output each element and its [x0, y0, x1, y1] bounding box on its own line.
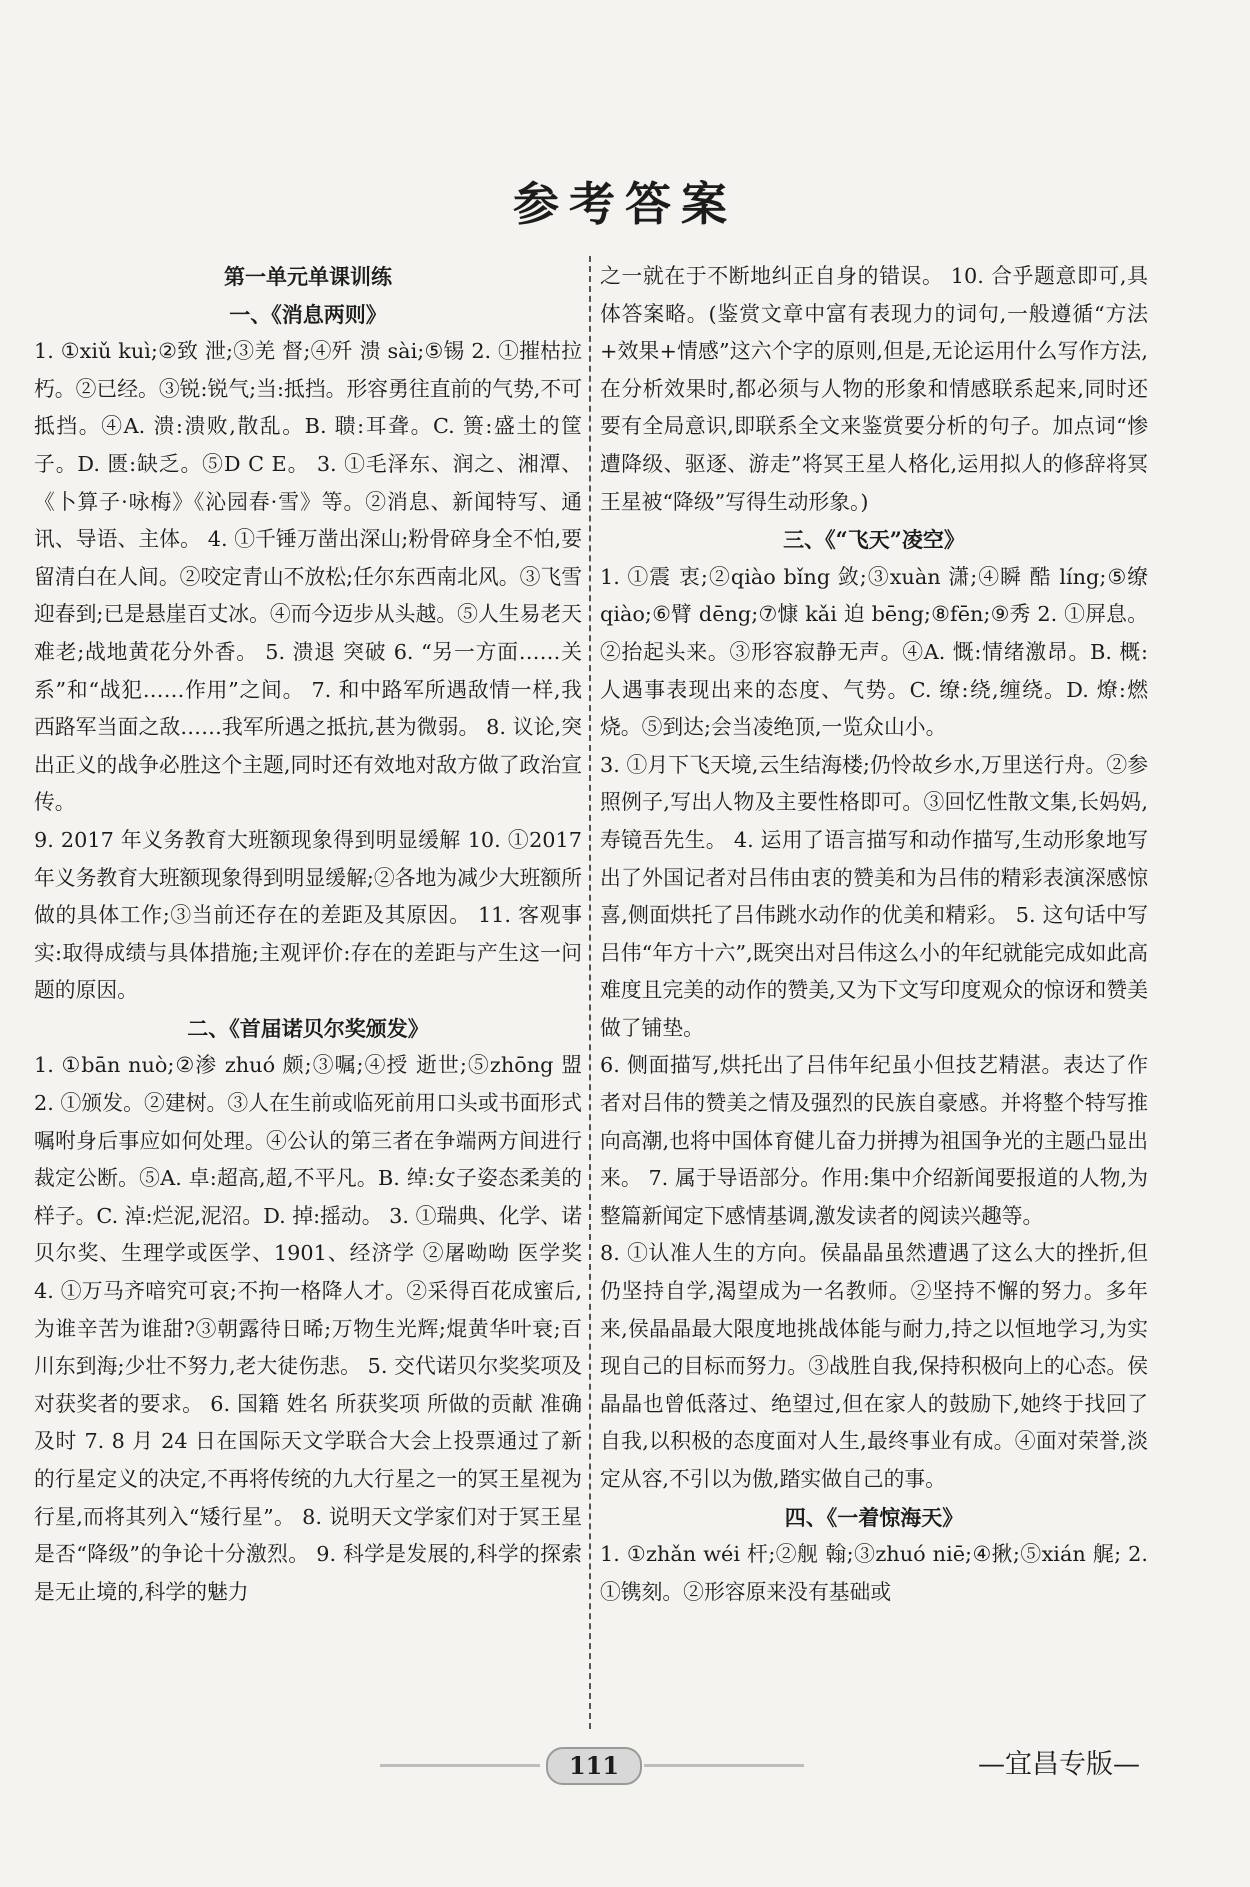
section-heading: 四、《一着惊海天》 — [784, 1504, 964, 1530]
footer-rule-right — [644, 1764, 804, 1767]
answer-paragraph: 1. ①bān nuò;②渗 zhuó 颇;③嘱;④授 逝世;⑤zhōng 盟 2. ①颁发。②建树。③人在生前或临死前用口头或书面形式嘱咐身后事应如何处理。④公认的第三者在争端两方间进行裁定公断。⑤A. 卓:超高,超,不平凡。B. 绰:女子姿态柔美的样子。C. 淖:烂泥,泥沼。D. 掉:摇动。 3. ①瑞典、化学、诺贝尔奖、生理学或医学、1901、经济学 ②屠呦呦 医学奖 4. ①万马齐喑究可哀;不拘一格降人才。②采得百花成蜜后,为谁辛苦为谁甜?③朝露待日晞;万物生光辉;焜黄华叶衰;百川东到海;少壮不努力,老大徒伤悲。 5. 交代诺贝尔奖奖项及对获奖者的要求。 6. 国籍 姓名 所获奖项 所做的贡献 准确 及时 7. 8 月 24 日在国际天文学联合大会上投票通过了新的行星定义的决定,不再将传统的九大行星之一的冥王星视为行星,而将其列入“矮行星”。 8. 说明天文学家们对于冥王星是否“降级”的争论十分激烈。 9. 科学是发展的,科学的探索是无止境的,科学的魅力 — [34, 1053, 582, 1604]
answer-paragraph: 8. ①认准人生的方向。侯晶晶虽然遭遇了这么大的挫折,但仍坚持自学,渴望成为一名教师。②坚持不懈的努力。多年来,侯晶晶最大限度地挑战体能与耐力,持之以恒地学习,为实现自己的目标而努力。③战胜自我,保持积极向上的心态。侯晶晶也曾低落过、绝望过,但在家人的鼓励下,她终于找回了自我,以积极的态度面对人生,最终事业有成。④面对荣誉,淡定从容,不引以为傲,踏实做自己的事。 — [600, 1241, 1148, 1491]
column-divider — [589, 256, 591, 1729]
page-number: 111 — [546, 1747, 642, 1785]
answer-paragraph: 3. ①月下飞天境,云生结海楼;仍怜故乡水,万里送行舟。②参照例子,写出人物及主要性格即可。③回忆性散文集,长妈妈,寿镜吾先生。 4. 运用了语言描写和动作描写,生动形象地写出了外国记者对吕伟由衷的赞美和为吕伟的精彩表演深感惊喜,侧面烘托了吕伟跳水动作的优美和精彩。 5. 这句话中写吕伟“年方十六”,既突出对吕伟这么小的年纪就能完成如此高难度且完美的动作的赞美,又为下文写印度观众的惊讶和赞美做了铺垫。 — [600, 752, 1148, 1040]
section-heading: 一、《消息两则》 — [229, 301, 387, 327]
answer-paragraph: 1. ①震 衷;②qiào bǐng 敛;③xuàn 潇;④瞬 酷 líng;⑤缭 qiào;⑥臂 dēng;⑦慷 kǎi 迫 bēng;⑧fēn;⑨秀 2. ①屏息。②抬起头来。③形容寂静无声。④A. 慨:情绪激昂。B. 概:人遇事表现出来的态度、气势。C. 缭:绕,缠绕。D. 燎:燃烧。⑤到达;会当凌绝顶,一览众山小。 — [600, 564, 1148, 740]
answer-paragraph: 6. 侧面描写,烘托出了吕伟年纪虽小但技艺精湛。表达了作者对吕伟的赞美之情及强烈的民族自豪感。并将整个特写推向高潮,也将中国体育健儿奋力拼搏为祖国争光的主题凸显出来。 7. 属于导语部分。作用:集中介绍新闻要报道的人物,为整篇新闻定下感情基调,激发读者的阅读兴趣等。 — [600, 1053, 1148, 1228]
right-column — [600, 258, 1148, 1728]
footer-rule-left — [380, 1764, 540, 1767]
answer-paragraph: 1. ①zhǎn wéi 杆;②舰 翰;③zhuó niē;④揪;⑤xián 艉; 2. ①镌刻。②形容原来没有基础或 — [600, 1542, 1148, 1604]
section-heading: 二、《首届诺贝尔奖颁发》 — [187, 1015, 429, 1041]
page-title: 参考答案 — [513, 177, 737, 231]
section-heading: 三、《“飞天”凌空》 — [783, 527, 965, 553]
answer-paragraph: 9. 2017 年义务教育大班额现象得到明显缓解 10. ①2017 年义务教育大班额现象得到明显缓解;②各地为减少大班额所做的具体工作;③当前还存在的差距及其原因。 11. 客观事实:取得成绩与具体措施;主观评价:存在的差距与产生这一问题的原因。 — [34, 827, 582, 1003]
answer-paragraph: 1. ①xiǔ kuì;②致 泄;③羌 督;④歼 溃 sài;⑤锡 2. ①摧枯拉朽。②已经。③锐:锐气;当:抵挡。形容勇往直前的气势,不可抵挡。④A. 溃:溃败,散乱。B. 聩:耳聋。C. 篑:盛土的筐子。D. 匮:缺乏。⑤D C E。 3. ①毛泽东、润之、湘潭、《卜算子·咏梅》《沁园春·雪》等。②消息、新闻特写、通讯、导语、主体。 4. ①千锤万凿出深山;粉骨碎身全不怕,要留清白在人间。②咬定青山不放松;任尔东西南北风。③飞雪迎春到;已是悬崖百丈冰。④而今迈步从头越。⑤人生易老天难老;战地黄花分外香。 5. 溃退 突破 6. “另一方面……关系”和“战犯……作用”之间。 7. 和中路军所遇敌情一样,我西路军当面之敌……我军所遇之抵抗,甚为微弱。 8. 议论,突出正义的战争必胜这个主题,同时还有效地对敌方做了政治宣传。 — [34, 339, 582, 815]
page-footer — [0, 1745, 1250, 1785]
unit-heading: 第一单元单课训练 — [224, 264, 392, 289]
left-column — [34, 258, 582, 1728]
edition-label: —宜昌专版— — [978, 1749, 1140, 1780]
answer-paragraph: 之一就在于不断地纠正自身的错误。 10. 合乎题意即可,具体答案略。(鉴赏文章中富有表现力的词句,一般遵循“方法+效果+情感”这六个字的原则,但是,无论运用什么写作方法,在分析效果时,都必须与人物的形象和情感联系起来,同时还要有全局意识,即联系全文来鉴赏要分析的句子。加点词“惨遭降级、驱逐、游走”将冥王星人格化,运用拟人的修辞将冥王星被“降级”写得生动形象。) — [600, 264, 1148, 514]
